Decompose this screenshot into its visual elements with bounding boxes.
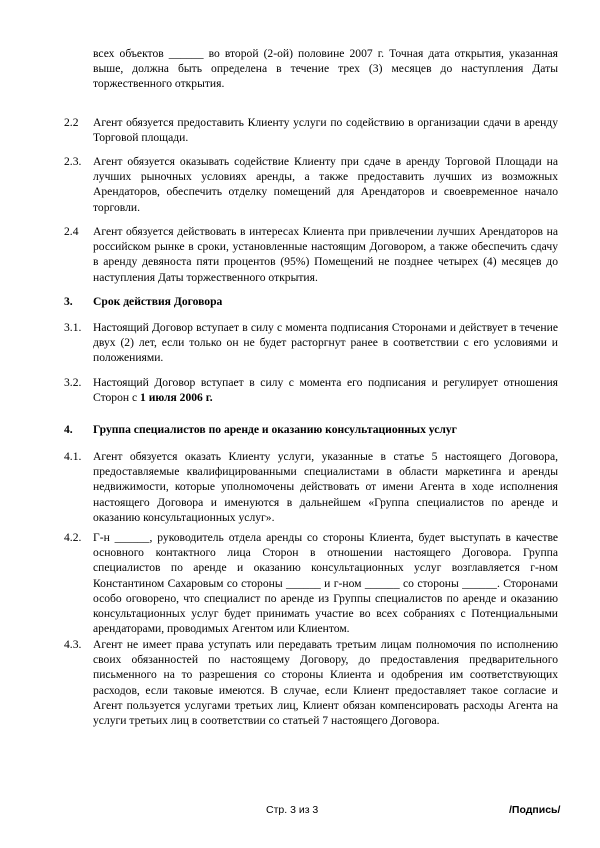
section-number: 3. xyxy=(64,295,73,308)
section-4-heading xyxy=(64,422,558,437)
section-title: Группа специалистов по аренде и оказанию консультационных услуг xyxy=(93,423,457,436)
clause-4-2 xyxy=(64,530,558,636)
clause-number: 2.4 xyxy=(64,225,79,238)
clause-number: 2.3. xyxy=(64,155,82,168)
clause-text: Настоящий Договор вступает в силу с момента подписания Сторонами и действует в течение двух (2) лет, если только он не будет расторгнут ранее в соответствии с его условиями и положениями. xyxy=(93,321,558,365)
clause-text: Агент обязуется предоставить Клиенту услуги по содействию в организации сдачи в аренду Торговой площади. xyxy=(93,116,558,145)
clause-text-plain: Настоящий Договор вступает в силу с момента его подписания и регулирует отношения Сторон с xyxy=(93,376,558,405)
effective-date: 1 июля 2006 г. xyxy=(140,391,213,405)
intro-paragraph: всех объектов ______ во второй (2-ой) половине 2007 г. Точная дата открытия, указанная выше, должна быть определена в течение трех (3) месяцев до наступления Даты торжественного открытия. xyxy=(93,47,558,91)
clause-4-1 xyxy=(64,449,558,525)
clause-4-3 xyxy=(64,637,558,728)
clause-number: 4.1. xyxy=(64,450,82,463)
signature-placeholder: /Подпись/ xyxy=(509,804,561,816)
clause-2-2 xyxy=(64,115,558,145)
clause-text: Г-н ______, руководитель отдела аренды со стороны Клиента, будет выступать в качестве основного контактного лица Сторон в отношении настоящего Договора. Группа специалистов по аренде и оказанию консультационных услуг возглавляется г-ном Константином Сахаровым со стороны ______ и г-ном ______ со стороны ______. Сторонами особо оговорено, что специалист по аренде из Группы специалистов по аренде и оказанию консультационных услуг будет принимать участие во всех собраниях с Потенциальными арендаторами, проводимых Агентом или Клиентом. xyxy=(93,531,558,636)
section-number: 4. xyxy=(64,423,73,436)
clause-2-4 xyxy=(64,224,558,285)
clause-text: Агент обязуется оказать Клиенту услуги, указанные в статье 5 настоящего Договора, предоставляемые квалифицированными специалистами в области маркетинга и аренды недвижимости, которые уполномочены действовать от имени Агента в ходе исполнения настоящего Договора и именуются в дальнейшем «Группа специалистов по аренде и оказанию консультационных услуг». xyxy=(93,450,558,524)
clause-text: Агент обязуется оказывать содействие Клиенту при сдаче в аренду Торговой Площади на лучших рыночных условиях аренды, а также предоставить лучших из возможных Арендаторов, обеспечить отделку помещений для Арендаторов и своевременное начало торговли. xyxy=(93,155,558,214)
clause-text xyxy=(93,375,558,405)
section-title: Срок действия Договора xyxy=(93,295,223,308)
clause-text: Агент обязуется действовать в интересах Клиента при привлечении лучших Арендаторов на российском рынке в сроки, установленные настоящим Договором, а также обеспечить сдачу в аренду девяноста пяти процентов (95%) Помещений не позднее четырех (4) месяцев до наступления Даты торжественного открытия. xyxy=(93,225,558,284)
clause-number: 4.2. xyxy=(64,531,82,544)
clause-3-2 xyxy=(64,375,558,405)
section-3-heading xyxy=(64,294,558,309)
clause-3-1 xyxy=(64,320,558,366)
clause-number: 4.3. xyxy=(64,638,82,651)
clause-2-3 xyxy=(64,154,558,215)
clause-number: 3.1. xyxy=(64,321,82,334)
clause-number: 3.2. xyxy=(64,376,82,389)
clause-number: 2.2 xyxy=(64,116,79,129)
clause-text: Агент не имеет права уступать или передавать третьим лицам полномочия по исполнению своих обязанностей по настоящему Договору, до предоставления предварительного письменного на то разрешения со стороны Клиента и одобрения им соответствующих расходов, если таковые имеются. В случае, если Клиент предоставляет такое согласие и Агент пользуется услугами третьих лиц, Клиент обязан компенсировать расходы Агента на услуги третьих лиц в соответствии со статьей 7 настоящего Договора. xyxy=(93,638,558,728)
page-number: Стр. 3 из 3 xyxy=(266,804,319,816)
